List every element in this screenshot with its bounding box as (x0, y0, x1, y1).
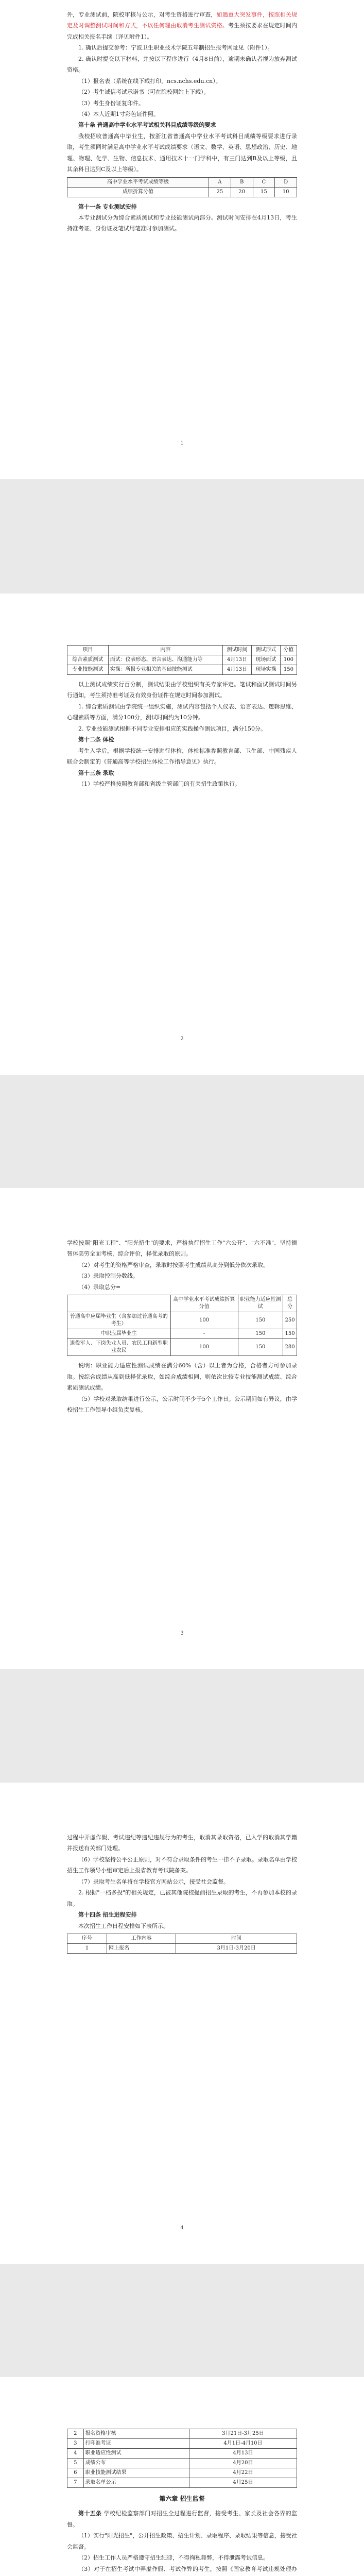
table-header: 测试时间 (223, 646, 252, 655)
table-cell: 报名资格审核 (83, 2429, 189, 2439)
table-row (67, 1329, 297, 1339)
table-cell: 职业适应性测试 (83, 2449, 189, 2459)
paragraph: （5）学校对录取结果进行公示，公示时间不少于5个工作日。公示期间如有异议，由学校招生工作领导小组负责复核。 (67, 1395, 297, 1413)
paragraph: （7）录取考生名单将在学校官方网站公示，接受社会监督。 (78, 1878, 229, 1885)
article-title: 普通高中学业水平考试相关科目成绩等级的要求 (97, 122, 216, 129)
table-cell: 现场面试 (251, 655, 280, 665)
article-title: 录取 (102, 769, 114, 776)
article-heading (67, 734, 297, 745)
article-number: 第十二条 (78, 736, 101, 743)
table-cell: 150 (280, 665, 297, 675)
paragraph: 本次招生工作日程安排如下表所示。 (78, 1922, 169, 1929)
table-cell: 成绩折算分值 (67, 187, 209, 197)
paragraph: 说明：职业能力适应性测试成绩在满分60%（含）以上者为合格，合格者方可参加录取。按综合成绩从高到低择优录取，如综合成绩相同，则依次比较专业技能测试成绩、综合素质测试成绩。 (67, 1362, 297, 1392)
table-header-row (67, 1295, 297, 1312)
paragraph: 过程中弄虚作假、考试违纪等违纪违规行为的考生，取消其录取资格，已入学的取消其学籍并报送有关部门处理。 (67, 1834, 297, 1852)
article-heading (67, 201, 297, 212)
table-cell: 3月1日-3月20日 (176, 1943, 297, 1953)
table-row (67, 665, 297, 675)
table-cell: 成绩公布 (83, 2459, 189, 2468)
text-run: 考生须按要求在规定时间内完成相关报名手续（详见附件1）。 (67, 22, 298, 40)
paragraph: （2）对考生的资格严格审查，录取时按照考生成绩从高分到低分依次录取。 (78, 1261, 269, 1268)
paragraph: 本专业测试分为综合素质测试和专业技能测试两部分。测试时间安排在4月13日，考生持准考证、身份证及笔试用笔准时参加测试。 (67, 214, 297, 232)
article-number: 第十条 (78, 122, 95, 129)
table-cell: 4月13日 (223, 665, 252, 675)
document-page-4 (0, 1783, 364, 2264)
paragraph: 考生入学后，根据学校统一安排进行体检，体检标准参照教育部、卫生部、中国残疾人联合会制定的《普通高等学校招生体检工作指导意见》执行。 (67, 747, 297, 766)
highlighted-notice: 如遇重大突发事件，按照相关规定及时调整测试时间和方式，不以任何理由取消考生测试资格。 (67, 11, 298, 29)
table-row (67, 1339, 297, 1356)
admission-score-table (67, 1295, 297, 1356)
article-title: 专业测试安排 (102, 203, 137, 210)
list-item: （1）学校严格按照教育部和省级主管部门的有关招生政策执行。 (78, 780, 240, 787)
scores-table (67, 177, 297, 197)
table-header: D (275, 177, 297, 187)
paragraph: （6）学校坚持公平公正原则，对不符合录取条件的考生一律不予录取。录取名单由学校招生工作领导小组审定后上报省教育考试院备案。 (67, 1856, 297, 1874)
schedule-table (67, 1934, 297, 1954)
article-title: 招生进程安排 (102, 1911, 137, 1919)
paragraph: （3）对于在招生考试中弄虚作假、考试作弊的考生，按照《国家教育考试违规处理办 (78, 2565, 297, 2572)
paragraph: （4）录取总分= (78, 1283, 121, 1291)
article-number: 第十五条 (78, 2510, 102, 2517)
table-row (67, 187, 297, 197)
table-row (67, 1943, 297, 1953)
table-header: A (209, 177, 231, 187)
article-number: 第十四条 (78, 1911, 101, 1919)
table-cell: 280 (283, 1339, 297, 1356)
table-header (67, 1295, 171, 1312)
document-page-5 (0, 2377, 364, 2576)
table-row (67, 2429, 297, 2439)
article-paragraph (67, 2508, 297, 2530)
table-header: 职业能力适应性测试 (238, 1295, 283, 1312)
table-cell: 4月13日 (189, 2449, 297, 2459)
article-heading (67, 1909, 297, 1920)
table-header: 分值 (280, 646, 297, 655)
table-cell: 7 (67, 2478, 84, 2488)
paragraph: 学校按照"阳光工程"、"阳光招生"的要求，严格执行招生工作"六公开"、"六不准"、坚持德智体美劳全面考核，综合评价，择优录取的原则。 (67, 1240, 297, 1258)
table-header: 项目 (67, 646, 109, 655)
table-cell: 录取名单公示 (83, 2478, 189, 2488)
page-number: 2 (180, 1036, 184, 1042)
table-cell: 3 (67, 2439, 84, 2449)
list-item: （2）考生诚信考试承诺书（可在院校网站上下载）。 (78, 89, 210, 96)
table-row (67, 2459, 297, 2468)
table-row (67, 655, 297, 665)
table-cell: 综合素质测试 (67, 655, 109, 665)
table-cell: 4 (67, 2449, 84, 2459)
table-header-row (67, 177, 297, 187)
table-cell: 10 (275, 187, 297, 197)
table-cell: 250 (283, 1312, 297, 1329)
paragraph: 2. 根据"一档多投"的相关规定，已被其他院校提前招生录取的考生，不再参加本校的录取。 (67, 1889, 297, 1907)
table-cell: 3月21日-3月25日 (189, 2429, 297, 2439)
table-header: 总分 (283, 1295, 297, 1312)
page-number: 4 (180, 2225, 184, 2231)
document-page-2 (0, 594, 364, 1075)
table-cell: 150 (238, 1312, 283, 1329)
paragraph (67, 9, 297, 42)
table-cell: 退役军人、下岗失业人员、农民工和新型职业农民 (67, 1339, 171, 1356)
table-header-row (67, 1934, 297, 1943)
table-cell: 20 (231, 187, 253, 197)
list-item: （4）本人近期1寸彩色证件照。 (78, 110, 159, 117)
page-number: 3 (180, 1630, 184, 1636)
paragraph: 2. 专业技能测试根据不同专业安排相应的实践操作测试项目，满分150分。 (78, 725, 266, 732)
article-title: 体检 (102, 736, 114, 743)
page-number: 1 (180, 440, 184, 446)
table-cell: 6 (67, 2468, 84, 2478)
table-cell: 中职应届毕业生 (67, 1329, 171, 1339)
list-item: 2. 确认时提交以下材料，并按以下程序进行（4月8日前），逾期未确认者视为放弃测试资格。 (67, 55, 297, 74)
table-header: B (231, 177, 253, 187)
list-item: （1）报名表（系统在线下载打印，ncs.nchs.edu.cn）。 (78, 77, 221, 84)
table-cell: 现场实操 (251, 665, 280, 675)
table-cell: 4月25日 (189, 2478, 297, 2488)
table-cell: 100 (280, 655, 297, 665)
chapter-heading: 第六章 招生监督 (159, 2495, 205, 2502)
paragraph: （1）实行"阳光招生"，公开招生政策、招生计划、录取程序、录取结果等信息，接受社会监督。 (67, 2532, 297, 2550)
table-header: 工作内容 (107, 1934, 176, 1943)
article-number: 第十三条 (78, 769, 101, 776)
table-cell: 1 (67, 1943, 107, 1953)
list-item: （3）考生身份证复印件。 (78, 99, 144, 107)
table-cell: 150 (283, 1329, 297, 1339)
table-cell: 普通高中应届毕业生（含参加过普通高考的考生） (67, 1312, 171, 1329)
table-cell: 职业技能测试结果 (83, 2468, 189, 2478)
table-cell: 25 (209, 187, 231, 197)
table-row (67, 1312, 297, 1329)
table-cell: 100 (170, 1339, 238, 1356)
table-cell: 面试：仪表形态、语言表达、沟通能力等 (108, 655, 222, 665)
table-cell: 4月20日 (189, 2459, 297, 2468)
document-page-1 (0, 0, 364, 479)
table-header: 测试形式 (251, 646, 280, 655)
article-heading (67, 120, 297, 130)
table-cell: 4月22日 (189, 2468, 297, 2478)
table-row (67, 2478, 297, 2488)
article-number: 第十一条 (78, 203, 101, 210)
document-page-3 (0, 1188, 364, 1669)
table-cell: 100 (170, 1312, 238, 1329)
table-cell: 4月1日-4月10日 (189, 2439, 297, 2449)
paragraph: （3）录取控制分数线。 (78, 1273, 138, 1280)
paragraph: （2）招生工作人员严格遵守招生纪律，不得徇私舞弊，不得泄露考试信息。 (78, 2554, 269, 2562)
table-row (67, 2439, 297, 2449)
table-cell: 打印准考证 (83, 2439, 189, 2449)
table-header: 时间 (176, 1934, 297, 1943)
table-cell: 150 (238, 1329, 283, 1339)
table-header: 序号 (67, 1934, 107, 1943)
schedule-table-continued (67, 2429, 297, 2488)
table-cell: 实操：所报专业相关的基础技能测试 (108, 665, 222, 675)
table-header: 高中学业水平考试成绩等级 (67, 177, 209, 187)
paragraph: 我校招收普通高中毕业生，按浙江省普通高中学业水平考试科目成绩等级要求进行录取，考生须同时满足高中学业水平考试成绩要求（语文、数学、英语、思想政治、历史、地理、物理、化学、生物、信息技术、通用技术十一门学科中，有三门达到B及以上等级，且其余科目达到C及以上等级）。 (67, 132, 297, 173)
test-items-table (67, 645, 297, 675)
table-cell: 4月13日 (223, 655, 252, 665)
table-cell: 15 (253, 187, 275, 197)
table-header: 高中学业水平考试成绩折算分值 (170, 1295, 238, 1312)
table-cell: - (170, 1329, 238, 1339)
table-row (67, 2468, 297, 2478)
article-heading (67, 768, 297, 778)
text-run: 外，专业测试前，院校审核与公示，对考生资格进行审查， (67, 11, 217, 18)
table-cell: 专业技能测试 (67, 665, 109, 675)
table-cell: 2 (67, 2429, 84, 2439)
paragraph: 1. 综合素质测试由学院统一组织实施，测试内容包括个人仪表、语言表达、逻辑思维、心理素质等方面，满分100分，测试时间约为10分钟。 (67, 703, 297, 721)
table-cell: 网上报名 (107, 1943, 176, 1953)
article-text: 学校纪检监察部门对招生全过程进行监督，接受考生、家长及社会各界的监督。 (67, 2510, 298, 2528)
table-row (67, 2449, 297, 2459)
table-header: C (253, 177, 275, 187)
list-item: 1. 确认后提交参考：宁波卫生职业技术学院五年制招生报考网址见（附件1）。 (78, 44, 273, 52)
table-header-row (67, 646, 297, 655)
table-cell: 150 (238, 1339, 283, 1356)
paragraph: 以上测试成绩实行百分制，测试结果由学校组织有关专家评定。笔试和面试测试时间另行通知，考生须持准考证及有效身份证件在规定时间参加测试。 (67, 681, 297, 699)
table-cell: 5 (67, 2459, 84, 2468)
table-header: 内容 (108, 646, 222, 655)
